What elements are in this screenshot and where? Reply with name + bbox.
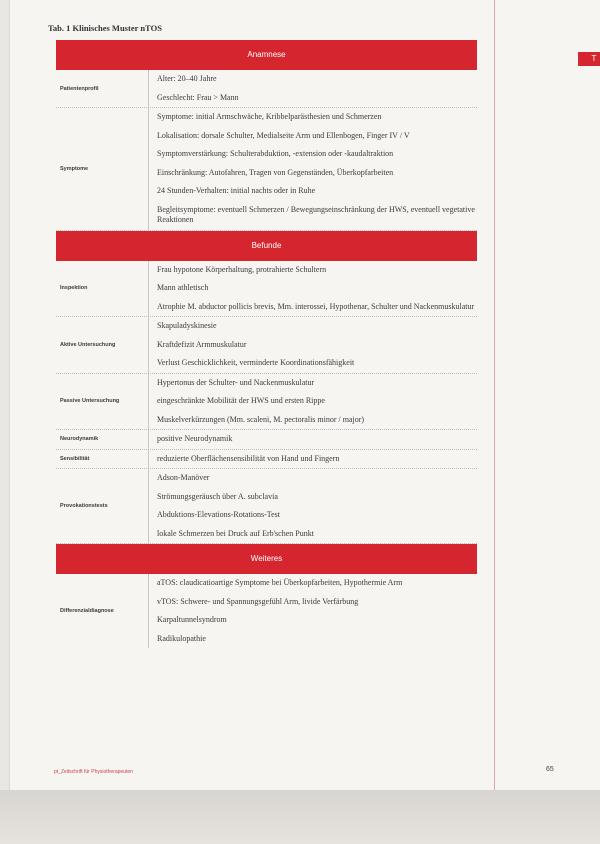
row-item: Frau hypotone Körperhaltung, protrahierte Schultern <box>157 264 327 274</box>
section-header-anamnese: Anamnese <box>56 40 477 70</box>
row-label: Patientenprofil <box>60 85 99 92</box>
row-label: Sensibilität <box>60 455 90 462</box>
table-row <box>56 574 477 648</box>
page-number: 65 <box>546 766 554 773</box>
row-content <box>148 469 477 543</box>
row-item: 24 Stunden-Verhalten: initial nachts oder in Ruhe <box>157 186 316 195</box>
row-label: Passive Untersuchung <box>60 398 120 405</box>
row-item: Begleitsymptome: eventuell Schmerzen / Bewegungseinschränkung der HWS, eventuell vegetative Reaktionen <box>157 204 475 224</box>
row-item: Symptomverstärkung: Schulterabduktion, -extension oder -kaudaltraktion <box>157 149 394 158</box>
row-label: Neurodynamik <box>60 436 99 443</box>
table-row <box>56 261 477 318</box>
section-header-weiteres: Weiteres <box>56 544 477 574</box>
table-row <box>56 469 477 544</box>
row-label: Inspektion <box>60 285 88 292</box>
table-row <box>56 450 477 470</box>
margin-line <box>494 0 495 790</box>
row-item: Hypertonus der Schulter- und Nackenmuskulatur <box>157 377 315 387</box>
footer-journal-title: pt_Zeitschrift für Physiotherapeuten <box>54 769 133 775</box>
row-item: aTOS: claudicatioartige Symptome bei Überkopfarbeiten, Hypothermie Arm <box>157 578 403 587</box>
row-item: positive Neurodynamik <box>157 434 233 443</box>
row-item: Einschränkung: Autofahren, Tragen von Gegenständen, Überkopfarbeiten <box>157 167 394 177</box>
row-item: Adson-Manöver <box>157 473 210 482</box>
row-content <box>148 450 477 469</box>
row-content <box>148 374 477 430</box>
table-row <box>56 108 477 231</box>
row-item: eingeschränkte Mobilität der HWS und ersten Rippe <box>157 396 325 405</box>
row-label: Provokationstests <box>60 503 108 509</box>
table-row <box>56 70 477 108</box>
row-label: Differenzialdiagnose <box>60 608 114 614</box>
row-content <box>148 317 477 373</box>
table-caption: Tab. 1 Klinisches Muster nTOS <box>48 23 162 33</box>
chapter-tab: T <box>578 52 600 66</box>
row-content <box>148 574 477 648</box>
row-item: reduzierte Oberflächensensibilität von Hand und Fingern <box>157 453 340 463</box>
clinical-pattern-table <box>56 40 477 648</box>
row-content <box>148 261 477 317</box>
table-row <box>56 374 477 431</box>
section-header-befunde: Befunde <box>56 231 477 261</box>
row-item: Skapuladyskinesie <box>157 321 217 330</box>
row-item: Atrophie M. abductor pollicis brevis, Mm. interossei, Hypothenar, Schulter und Nackenmuskulatur <box>157 301 475 311</box>
row-item: Muskelverkürzungen (Mm. scaleni, M. pectoralis minor / major) <box>157 414 365 424</box>
row-item: Mann athletisch <box>157 283 209 292</box>
row-item: vTOS: Schwere- und Spannungsgefühl Arm, livide Verfärbung <box>157 596 359 606</box>
row-content <box>148 70 477 107</box>
row-label: Aktive Untersuchung <box>60 341 116 348</box>
row-item: Symptome: initial Armschwäche, Kribbelparästhesien und Schmerzen <box>157 112 382 121</box>
row-content <box>148 108 477 230</box>
row-item: Verlust Geschicklichkeit, verminderte Koordinationsfähigkeit <box>157 358 355 367</box>
document-page <box>10 0 600 790</box>
row-item: Lokalisation: dorsale Schulter, Medialseite Arm und Ellenbogen, Finger IV / V <box>157 130 410 140</box>
table-row <box>56 430 477 450</box>
row-item: Strömungsgeräusch über A. subclavia <box>157 491 278 501</box>
row-item: lokale Schmerzen bei Druck auf Erb'schen Punkt <box>157 528 314 538</box>
row-item: Kraftdefizit Armmuskulatur <box>157 339 247 349</box>
row-item: Karpaltunnelsyndrom <box>157 615 227 624</box>
row-item: Abduktions-Elevations-Rotations-Test <box>157 510 280 519</box>
row-label: Symptome <box>60 165 89 172</box>
row-item: Geschlecht: Frau > Mann <box>157 92 239 102</box>
row-item: Radikulopathie <box>157 633 206 643</box>
table-row <box>56 317 477 374</box>
row-item: Alter: 20–40 Jahre <box>157 74 217 83</box>
row-content <box>148 430 477 449</box>
scan-margin <box>0 790 600 844</box>
